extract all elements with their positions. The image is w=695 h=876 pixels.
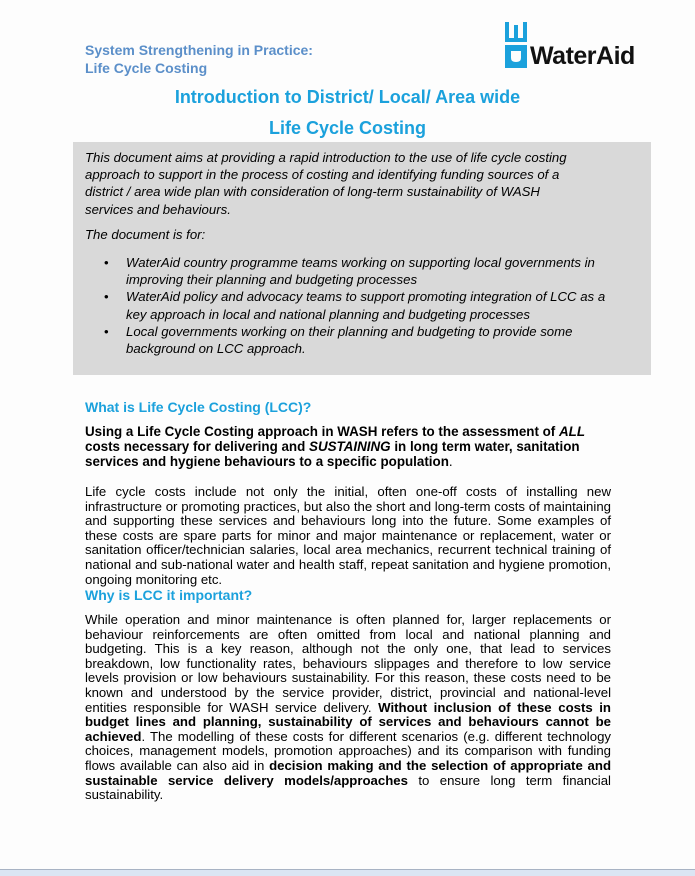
audience-label: The document is for: xyxy=(85,226,206,242)
wateraid-logo xyxy=(505,20,635,68)
bullet-icon: • xyxy=(104,323,109,339)
importance-emphasis-1: Without inclusion of these costs in budget lines and planning, sustainability of services and behaviours cannot be achieved xyxy=(85,699,611,744)
lcc-importance-paragraph xyxy=(85,613,611,803)
section-heading-why-important: Why is LCC it important? xyxy=(85,587,253,603)
importance-emphasis-2: decision making and the selection of appropriate and sustainable service delivery models/approaches xyxy=(85,757,611,788)
audience-list-item xyxy=(85,254,626,288)
bullet-icon: • xyxy=(104,289,109,305)
audience-list-item xyxy=(85,323,626,357)
intro-paragraph: This document aims at providing a rapid introduction to the use of life cycle costing approach to support in the process of costing and identifying funding sources of a district / area wide plan with consideration of long-term sustainability of WASH services and behaviours. xyxy=(85,150,567,217)
lead-emphasis-all: ALL xyxy=(559,424,586,439)
document-title-line1: Introduction to District/ Local/ Area wide xyxy=(174,87,521,107)
importance-text-2: . The modelling of these costs for different scenarios (e.g. different technology choices, management models, promotion approaches) and its comparison with funding flows available can also aid in xyxy=(85,728,611,773)
bullet-icon: • xyxy=(104,255,109,271)
wateraid-logo-mark-icon xyxy=(505,22,527,68)
lead-text-2: costs necessary for delivering and xyxy=(85,439,310,454)
importance-text-3: to ensure long term financial sustainability. xyxy=(85,772,611,803)
lead-emphasis-sustaining: SUSTAINING xyxy=(309,439,391,454)
intro-summary-box xyxy=(73,142,651,375)
section-heading-what-is-lcc: What is Life Cycle Costing (LCC)? xyxy=(85,399,312,415)
lead-text-3: in long term water, sanitation services and hygiene behaviours to a specific population xyxy=(85,439,580,469)
document-title-line2: Life Cycle Costing xyxy=(268,118,427,138)
lcc-definition-paragraph xyxy=(85,424,611,469)
audience-item-text: Local governments working on their planning and budgeting to provide some background on LCC approach. xyxy=(126,323,573,357)
audience-item-text: WaterAid policy and advocacy teams to support promoting integration of LCC as a key approach in local and national planning and budgeting processes xyxy=(126,289,606,322)
importance-text-1: While operation and minor maintenance is often planned for, larger replacements or behaviour reinforcements are often omitted from local and national planning and budgeting. This is a key reason, although not the only one, that lead to services breakdown, low functionality rates, behaviours slippages and therefore to low service levels provision or low behaviours sustainability. For this reason, these costs need to be known and understood by the service provider, district, provincial and national-level entities responsible for WASH service delivery. xyxy=(85,612,611,715)
series-title xyxy=(85,41,313,77)
audience-item-text: WaterAid country programme teams working on supporting local governments in improving their planning and budgeting processes xyxy=(126,255,595,288)
audience-list xyxy=(85,254,639,357)
audience-list-item xyxy=(85,288,626,322)
lead-text-1: Using a Life Cycle Costing approach in WASH refers to the assessment of xyxy=(85,424,559,439)
series-title-line1: System Strengthening in Practice: xyxy=(85,42,313,58)
lead-period: . xyxy=(448,454,453,469)
series-title-line2: Life Cycle Costing xyxy=(85,60,208,76)
lcc-costs-paragraph: Life cycle costs include not only the initial, often one-off costs of installing new infrastructure or promoting practices, but also the short and long-term costs of maintaining and supporting these services and behaviours long into the future. Some examples of these costs are spare parts for minor and major maintenance or replacement, water or sanitation officer/technician salaries, local area mechanics, recurrent technical training of national and sub-national water and health staff, repeat sanitation and hygiene promotion, ongoing monitoring etc. xyxy=(85,484,611,587)
logo-wordmark: WaterAid xyxy=(530,42,635,70)
